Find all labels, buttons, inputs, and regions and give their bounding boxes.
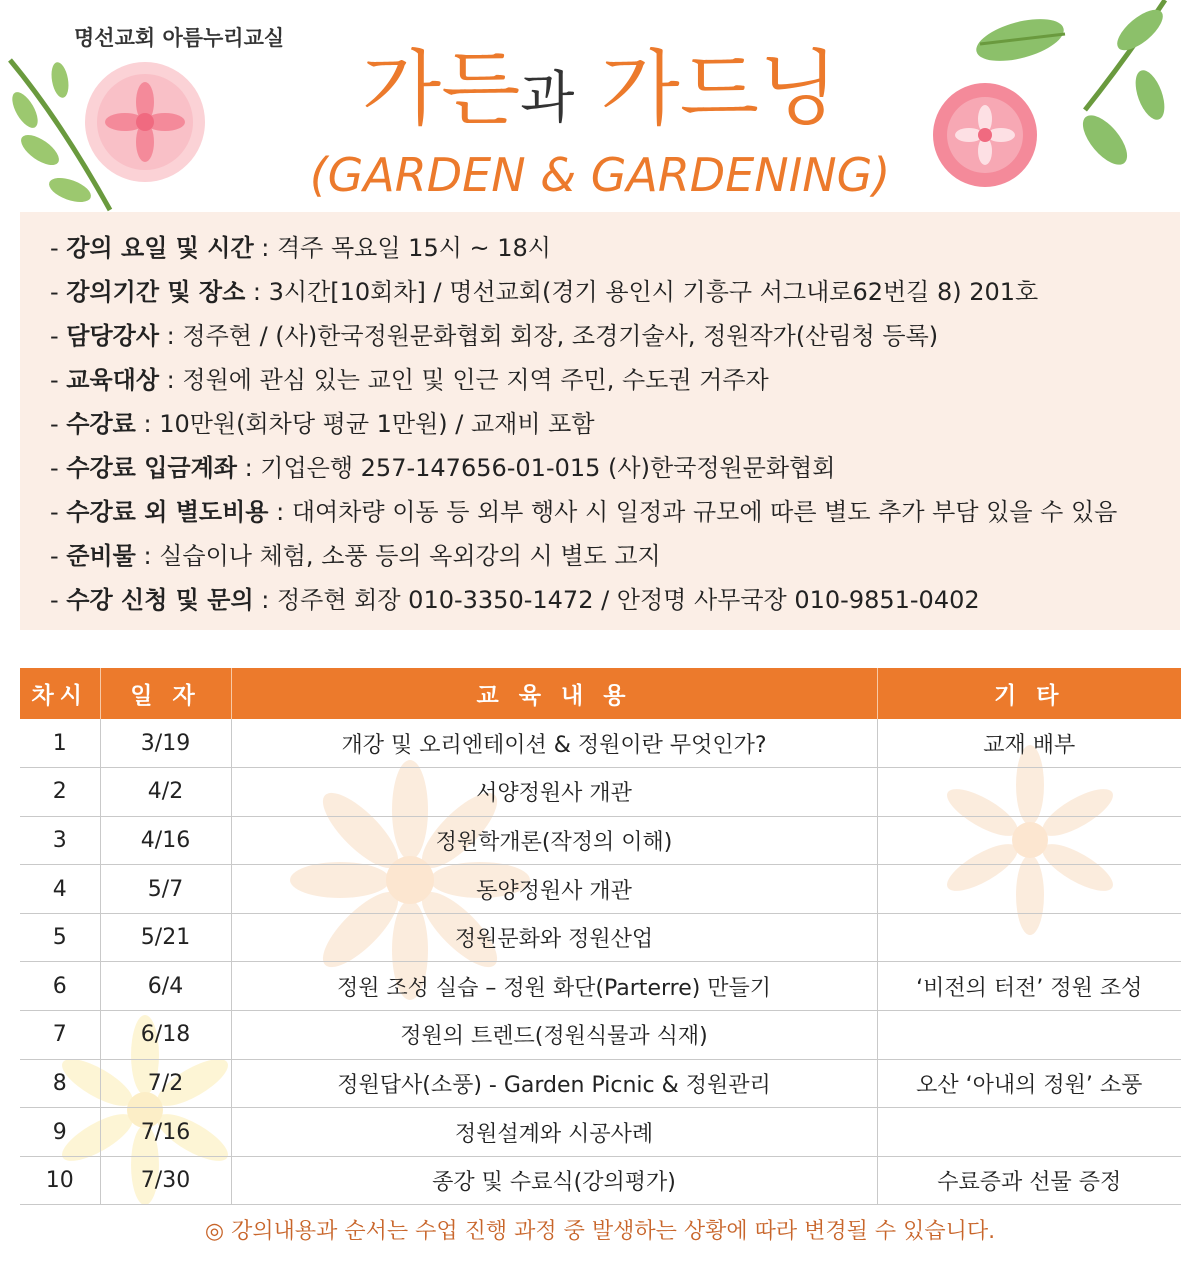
page-title-english: (GARDEN & GARDENING): [309, 148, 891, 202]
table-row: [20, 1059, 1181, 1108]
info-value: : 정원에 관심 있는 교인 및 인근 지역 주민, 수도권 거주자: [159, 366, 769, 394]
info-label: 수강 신청 및 문의: [66, 586, 254, 614]
cell-date: 4/16: [100, 816, 231, 865]
title-part-gardening: 가드닝: [600, 42, 839, 137]
cell-date: 6/4: [100, 962, 231, 1011]
cell-notes: [877, 1011, 1181, 1060]
cell-content: 정원 조성 실습 – 정원 화단(Parterre) 만들기: [231, 962, 877, 1011]
info-row-supplies: - 준비물 : 실습이나 체험, 소풍 등의 옥외강의 시 별도 고지: [50, 542, 661, 570]
cell-content: 정원학개론(작정의 이해): [231, 816, 877, 865]
cell-session: 3: [20, 816, 100, 865]
course-info-list: [0, 226, 1200, 622]
cell-session: 5: [20, 913, 100, 962]
header-date: 일 자: [100, 668, 231, 719]
info-value: : 대여차량 이동 등 외부 행사 시 일정과 규모에 따른 별도 추가 부담 있을 수 있음: [268, 498, 1118, 526]
cell-date: 7/2: [100, 1059, 231, 1108]
table-row: [20, 1156, 1181, 1205]
cell-session: 4: [20, 865, 100, 914]
table-row: [20, 768, 1181, 817]
cell-content: 동양정원사 개관: [231, 865, 877, 914]
title-connector: 과: [520, 66, 575, 131]
cell-date: 4/2: [100, 768, 231, 817]
cell-date: 5/21: [100, 913, 231, 962]
info-label: 수강료 외 별도비용: [66, 498, 269, 526]
info-value: : 기업은행 257-147656-01-015 (사)한국정원문화협회: [236, 454, 836, 482]
footer-note: ◎ 강의내용과 순서는 수업 진행 과정 중 발생하는 상황에 따라 변경될 수 있습니다.: [204, 1219, 996, 1244]
cell-content: 정원문화와 정원산업: [231, 913, 877, 962]
info-row-instructor: - 담당강사 : 정주현 / (사)한국정원문화협회 회장, 조경기술사, 정원작가(산림청 등록): [50, 322, 939, 350]
table-row: [20, 913, 1181, 962]
cell-session: 8: [20, 1059, 100, 1108]
cell-session: 9: [20, 1108, 100, 1157]
cell-session: 7: [20, 1011, 100, 1060]
cell-session: 10: [20, 1156, 100, 1205]
info-value: : 3시간[10회차] / 명선교회(경기 용인시 기흥구 서그내로62번길 8) 201호: [245, 278, 1039, 306]
info-row-fee: - 수강료 : 10만원(회차당 평균 1만원) / 교재비 포함: [50, 410, 595, 438]
cell-session: 2: [20, 768, 100, 817]
info-label: 담당강사: [66, 322, 160, 350]
cell-date: 7/16: [100, 1108, 231, 1157]
info-row-contact: - 수강 신청 및 문의 : 정주현 회장 010-3350-1472 / 안정명 사무국장 010-9851-0402: [50, 586, 980, 614]
cell-notes: [877, 913, 1181, 962]
title-part-garden: 가든: [361, 42, 521, 137]
cell-content: 서양정원사 개관: [231, 768, 877, 817]
cell-date: 3/19: [100, 719, 231, 768]
table-header-row: [20, 668, 1181, 719]
info-value: : 실습이나 체험, 소풍 등의 옥외강의 시 별도 고지: [135, 542, 661, 570]
info-row-target: - 교육대상 : 정원에 관심 있는 교인 및 인근 지역 주민, 수도권 거주자: [50, 366, 769, 394]
info-label: 강의기간 및 장소: [66, 278, 246, 306]
info-value: : 격주 목요일 15시 ~ 18시: [253, 234, 551, 262]
cell-date: 5/7: [100, 865, 231, 914]
table-row: [20, 719, 1181, 768]
header-content: 교 육 내 용: [231, 668, 877, 719]
cell-notes: [877, 816, 1181, 865]
table-row: [20, 865, 1181, 914]
cell-content: 정원의 트렌드(정원식물과 식재): [231, 1011, 877, 1060]
cell-notes: [877, 768, 1181, 817]
header-session: 차시: [20, 668, 100, 719]
table-row: [20, 1011, 1181, 1060]
info-label: 교육대상: [66, 366, 160, 394]
info-value: : 10만원(회차당 평균 1만원) / 교재비 포함: [135, 410, 595, 438]
cell-notes: [877, 865, 1181, 914]
info-row-period-location: - 강의기간 및 장소 : 3시간[10회차] / 명선교회(경기 용인시 기흥구 서그내로62번길 8) 201호: [50, 278, 1039, 306]
cell-notes: [877, 1108, 1181, 1157]
info-label: 강의 요일 및 시간: [66, 234, 254, 262]
header-notes: 기 타: [877, 668, 1181, 719]
info-row-extra-cost: - 수강료 외 별도비용 : 대여차량 이동 등 외부 행사 시 일정과 규모에 따른 별도 추가 부담 있을 수 있음: [50, 498, 1118, 526]
cell-session: 1: [20, 719, 100, 768]
cell-date: 6/18: [100, 1011, 231, 1060]
info-value: : 정주현 / (사)한국정원문화협회 회장, 조경기술사, 정원작가(산림청 등록): [159, 322, 939, 350]
organization-label: 명선교회 아름누리교실: [74, 26, 285, 50]
cell-session: 6: [20, 962, 100, 1011]
info-label: 수강료 입금계좌: [66, 454, 237, 482]
cell-notes: 교재 배부: [877, 719, 1181, 768]
cell-content: 종강 및 수료식(강의평가): [231, 1156, 877, 1205]
cell-notes: 오산 ‘아내의 정원’ 소풍: [877, 1059, 1181, 1108]
info-label: 준비물: [66, 542, 136, 570]
table-row: [20, 816, 1181, 865]
cell-content: 개강 및 오리엔테이션 & 정원이란 무엇인가?: [231, 719, 877, 768]
info-row-account: - 수강료 입금계좌 : 기업은행 257-147656-01-015 (사)한국정원문화협회: [50, 454, 836, 482]
info-row-schedule: - 강의 요일 및 시간 : 격주 목요일 15시 ~ 18시: [50, 234, 551, 262]
table-row: [20, 1108, 1181, 1157]
info-label: 수강료: [66, 410, 136, 438]
schedule-table: [20, 668, 1181, 1205]
table-row: [20, 962, 1181, 1011]
cell-date: 7/30: [100, 1156, 231, 1205]
page-title: [0, 40, 1200, 149]
cell-content: 정원설계와 시공사례: [231, 1108, 877, 1157]
cell-notes: 수료증과 선물 증정: [877, 1156, 1181, 1205]
cell-content: 정원답사(소풍) - Garden Picnic & 정원관리: [231, 1059, 877, 1108]
cell-notes: ‘비전의 터전’ 정원 조성: [877, 962, 1181, 1011]
info-value: : 정주현 회장 010-3350-1472 / 안정명 사무국장 010-9851-0402: [253, 586, 980, 614]
